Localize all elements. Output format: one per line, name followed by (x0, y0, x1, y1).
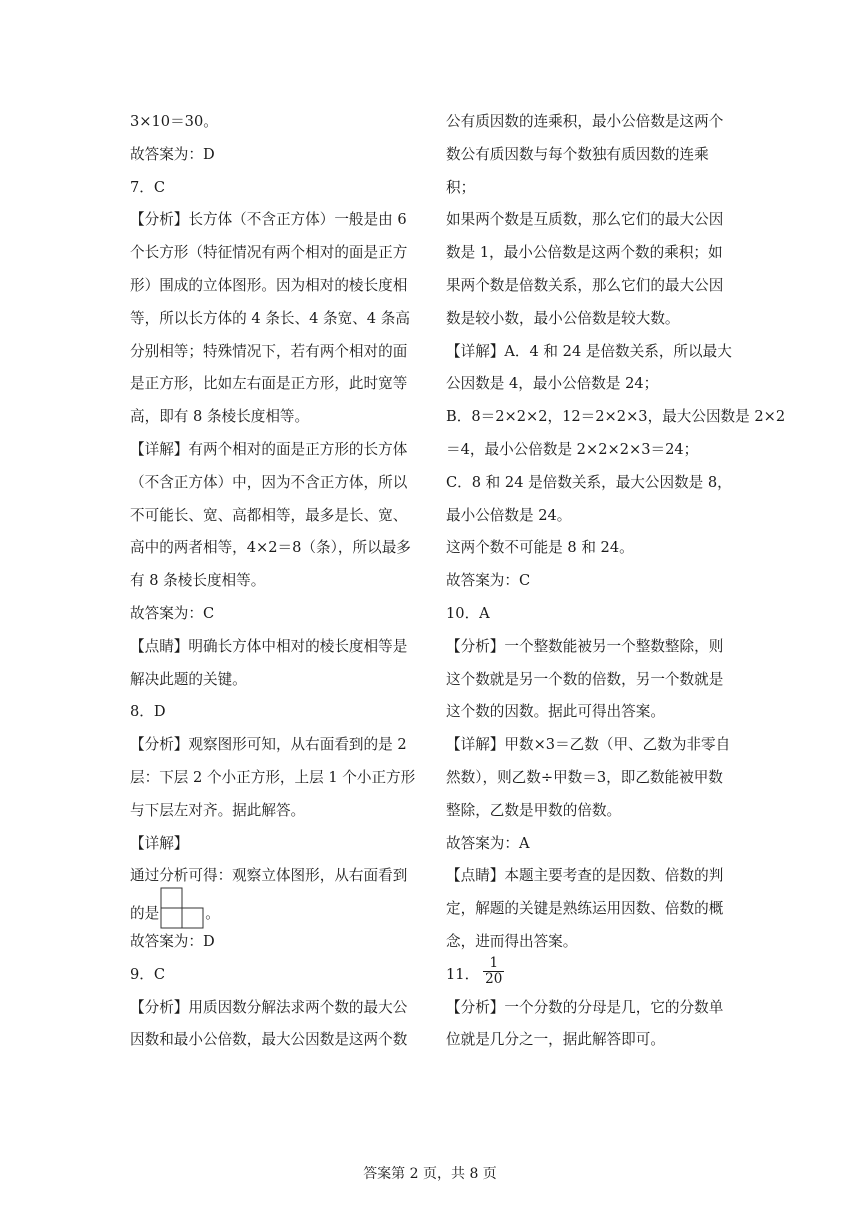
text-line: 整除，乙数是甲数的倍数。 (446, 801, 622, 819)
text-line: 因数和最小公倍数，最大公因数是这两个数 (130, 1031, 408, 1049)
text-line: 然数），则乙数÷甲数＝3，即乙数能被甲数 (446, 768, 723, 786)
text-line: ＝4，最小公倍数是 2×2×2×3＝24； (446, 440, 699, 458)
fraction-numerator: 1 (489, 955, 499, 972)
question-number: 11． (446, 965, 480, 983)
text-line: 层：下层 2 个小正方形，上层 1 个小正方形 (130, 768, 416, 786)
text-line: 这个数就是另一个数的倍数，另一个数就是 (446, 670, 724, 688)
text-line: 故答案为：A (446, 834, 530, 852)
text-line: 这个数的因数。据此可得出答案。 (446, 703, 665, 721)
figure-line-after: 。 (205, 905, 220, 923)
text-line: B．8＝2×2×2，12＝2×2×3，最大公因数是 2×2 (446, 408, 786, 426)
text-line: 如果两个数是互质数，那么它们的最大公因 (446, 211, 724, 229)
text-line: 故答案为：C (130, 604, 215, 622)
text-line: 【详解】 (130, 834, 189, 852)
text-line: 高中的两者相等，4×2＝8（条），所以最多 (130, 539, 411, 557)
text-line: 【详解】A．4 和 24 是倍数关系，所以最大 (446, 342, 732, 360)
question-number: 10．A (446, 604, 490, 622)
text-line: 数是较小数，最小公倍数是较大数。 (446, 309, 680, 327)
text-line: 【分析】一个分数的分母是几，它的分数单 (446, 998, 724, 1016)
text-line: 公有质因数的连乘积，最小公倍数是这两个 (446, 113, 724, 130)
fraction (483, 956, 504, 987)
fraction-denominator: 20 (485, 971, 503, 988)
text-line: 通过分析可得：观察立体图形，从右面看到 (130, 867, 408, 885)
text-line: 【分析】观察图形可知，从右面看到的是 2 (130, 736, 407, 754)
text-line: 不可能长、宽、高都相等，最多是长、宽、 (130, 506, 408, 524)
text-line: 定，解题的关键是熟练运用因数、倍数的概 (446, 900, 724, 918)
text-line: 是正方形，比如左右面是正方形，此时宽等 (130, 375, 408, 393)
right-view-squares-icon (160, 887, 204, 929)
text-line: 等，所以长方体的 4 条长、4 条宽、4 条高 (130, 309, 410, 327)
text-line: 数公有质因数与每个数独有质因数的连乘 (446, 145, 709, 163)
page-footer: 答案第 2 页，共 8 页 (363, 1166, 497, 1182)
question-number: 7．C (130, 178, 166, 196)
text-line: 【点睛】明确长方体中相对的棱长度相等是 (130, 637, 408, 655)
text-line: 数是 1，最小公倍数是这两个数的乘积；如 (446, 244, 723, 262)
text-line: 【详解】甲数×3＝乙数（甲、乙数为非零自 (446, 736, 731, 754)
text-line: C．8 和 24 是倍数关系，最大公因数是 8， (446, 473, 732, 491)
text-line: 高，即有 8 条棱长度相等。 (130, 408, 310, 426)
text-line: 故答案为：D (130, 932, 215, 950)
right-column (446, 106, 786, 1057)
text-line: 最小公倍数是 24。 (446, 506, 572, 524)
text-line: 【分析】用质因数分解法求两个数的最大公 (130, 998, 408, 1016)
text-line: 念，进而得出答案。 (446, 932, 578, 950)
left-column (130, 106, 430, 1057)
text-line: 3×10＝30。 (130, 113, 218, 130)
text-line: 故答案为：D (130, 145, 215, 163)
text-line: 【点睛】本题主要考查的是因数、倍数的判 (446, 867, 724, 885)
text-line: 【分析】长方体（不含正方体）一般是由 6 (130, 211, 407, 229)
text-line: 位就是几分之一，据此解答即可。 (446, 1031, 665, 1049)
figure-line (130, 893, 430, 926)
text-line: 公因数是 4，最小公倍数是 24； (446, 375, 659, 393)
text-line: 个长方形（特征情况有两个相对的面是正方 (130, 244, 408, 262)
text-line: 与下层左对齐。据此解答。 (130, 801, 306, 819)
text-line: 有 8 条棱长度相等。 (130, 572, 266, 590)
text-line: 【分析】一个整数能被另一个整数整除，则 (446, 637, 724, 655)
text-line: 形）围成的立体图形。因为相对的棱长度相 (130, 276, 408, 294)
text-line: 这两个数不可能是 8 和 24。 (446, 539, 634, 557)
text-line: 积； (446, 178, 476, 196)
text-line: 故答案为：C (446, 572, 531, 590)
figure-line-before: 的是 (130, 905, 160, 923)
text-line: （不含正方体）中，因为不含正方体，所以 (130, 473, 408, 491)
text-line: 解决此题的关键。 (130, 670, 247, 688)
question-11-line (446, 955, 746, 992)
text-line: 果两个数是倍数关系，那么它们的最大公因 (446, 276, 724, 294)
question-number: 9．C (130, 965, 166, 983)
text-line: 分别相等；特殊情况下，若有两个相对的面 (130, 342, 408, 360)
text-line: 【详解】有两个相对的面是正方形的长方体 (130, 440, 408, 458)
question-number: 8．D (130, 703, 166, 721)
